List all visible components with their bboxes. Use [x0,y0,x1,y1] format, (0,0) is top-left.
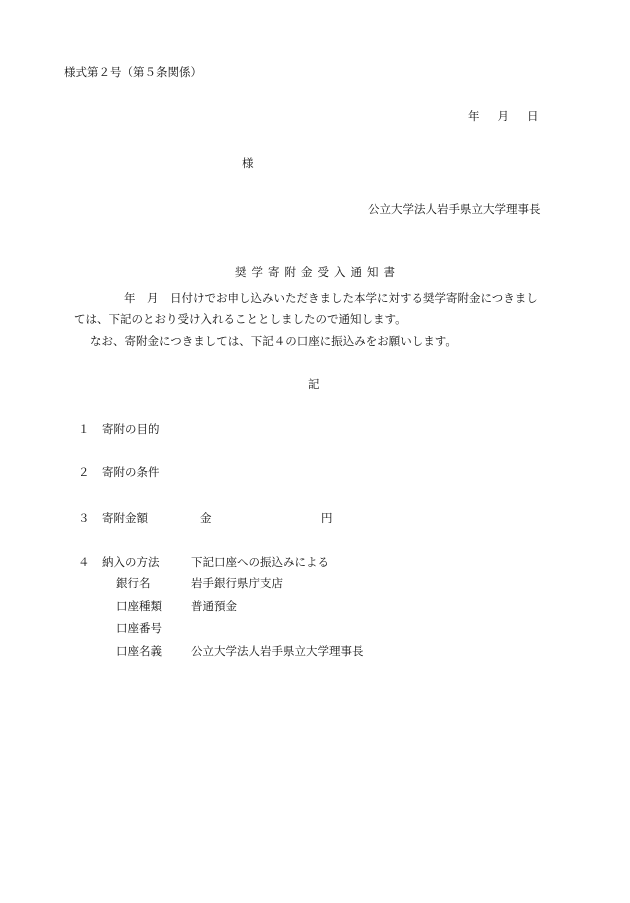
item-number: ４ [78,555,90,569]
body-line-2: ては、下記のとおり受け入れることとしましたので通知します。 [74,312,407,326]
ki-heading: 記 [308,377,320,391]
item-number: １ [78,422,90,436]
payment-method-value: 下記口座への振込みによる [191,555,329,569]
form-identifier: 様式第２号（第５条関係） [64,65,202,79]
addressee-suffix: 様 [242,156,254,170]
date-year: 年 [468,109,480,123]
body-line-3: なお、寄附金につきましては、下記４の口座に振込みをお願いします。 [90,334,457,348]
date-line [468,111,539,123]
date-month: 月 [497,109,509,123]
account-type-value: 普通預金 [191,599,237,613]
account-number-label: 口座番号 [116,621,162,635]
item-conditions [78,467,160,479]
item-number: ２ [78,465,90,479]
item-label: 納入の方法 [102,555,160,569]
item-number: ３ [78,511,90,525]
amount-unit: 円 [321,511,333,525]
item-label: 寄附金額 [102,511,148,525]
item-amount [78,513,148,525]
item-label: 寄附の目的 [102,422,160,436]
bank-name-value: 岩手銀行県庁支店 [191,576,283,590]
body-line-1: 年 月 日付けでお申し込みいただきました本学に対する奨学寄附金につきまし [124,291,538,305]
date-day: 日 [527,109,539,123]
account-holder-label: 口座名義 [116,644,162,658]
bank-name-label: 銀行名 [116,576,151,590]
account-holder-value: 公立大学法人岩手県立大学理事長 [191,644,364,658]
issuer-name: 公立大学法人岩手県立大学理事長 [368,202,541,216]
item-purpose [78,424,160,436]
document-title: 奨学寄附金受入通知書 [235,265,400,279]
item-payment-method [78,557,160,569]
account-type-label: 口座種類 [116,599,162,613]
item-label: 寄附の条件 [102,465,160,479]
amount-prefix: 金 [200,511,212,525]
